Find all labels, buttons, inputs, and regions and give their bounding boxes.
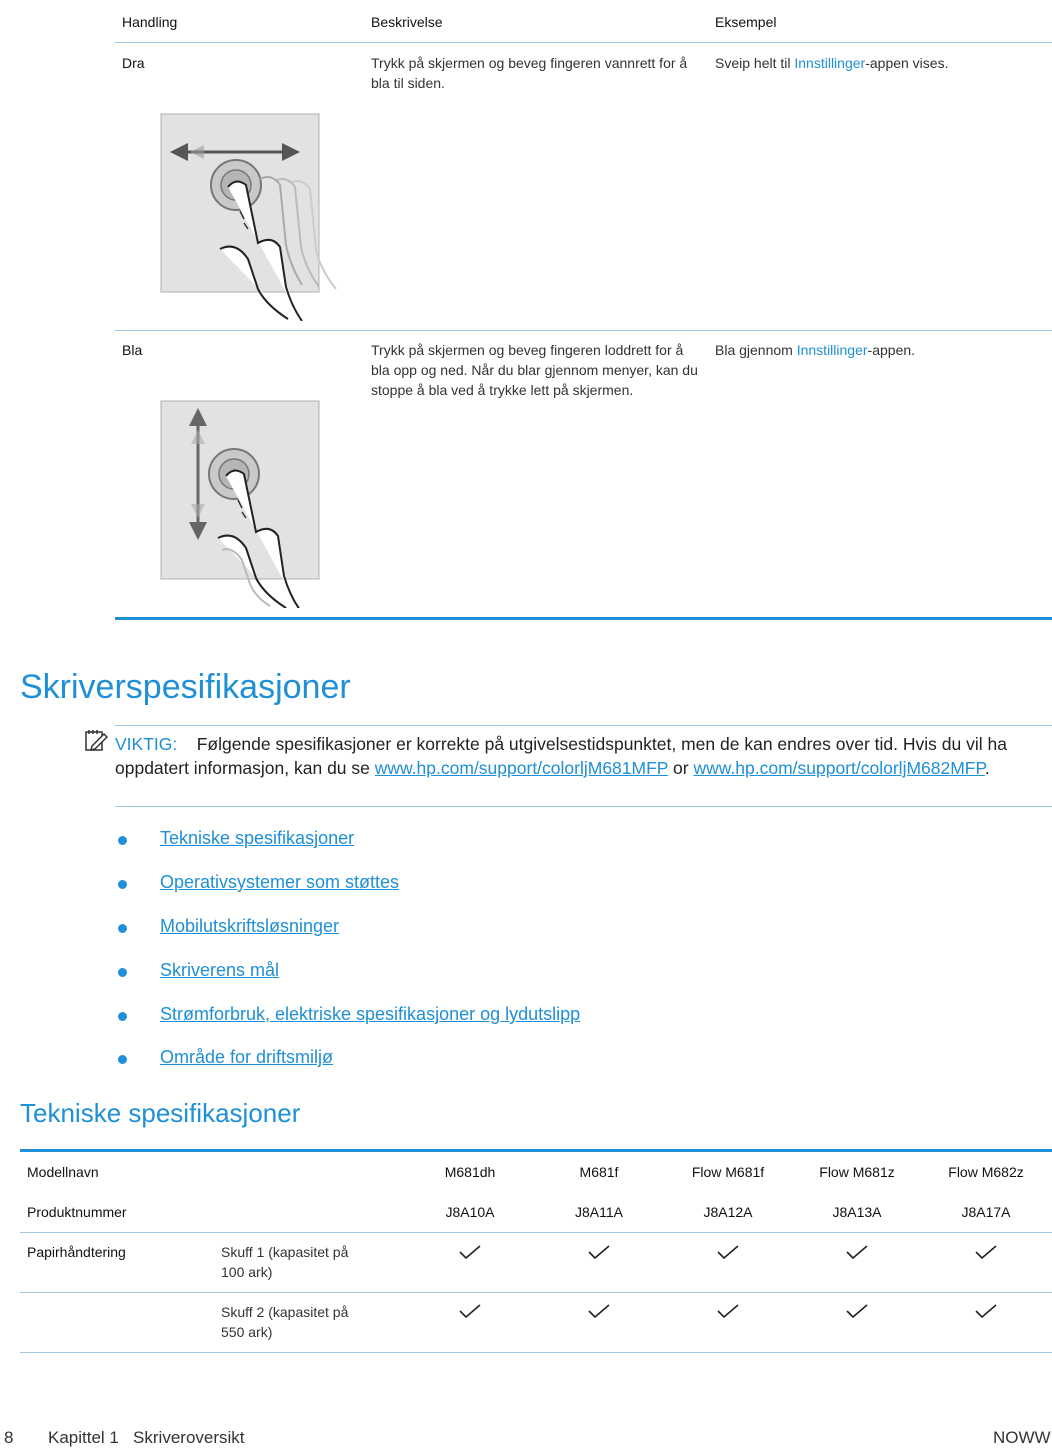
tray-2-label: Skuff 2 (kapasitet på 550 ark) bbox=[221, 1304, 349, 1340]
check-icon bbox=[588, 1245, 610, 1259]
row-rule bbox=[115, 330, 1052, 331]
check-icon bbox=[717, 1304, 739, 1318]
bullet-icon bbox=[118, 836, 127, 845]
product-number: J8A17A bbox=[961, 1204, 1011, 1220]
model-name: Flow M681z bbox=[819, 1164, 895, 1180]
specs-bottom-rule bbox=[20, 1352, 1052, 1353]
check-icon bbox=[588, 1304, 610, 1318]
specs-top-rule bbox=[20, 1149, 1052, 1152]
tray-1-label: Skuff 1 (kapasitet på 100 ark) bbox=[221, 1244, 349, 1280]
note-or: or bbox=[668, 758, 694, 778]
note-top-rule bbox=[115, 725, 1052, 726]
note-body: Følgende spesifikasjoner er korrekte på utgivelsestidspunktet, men de kan endres over tid. Hvis du vil ha oppdatert informasjon, kan du se bbox=[115, 734, 1007, 778]
check-icon bbox=[975, 1245, 997, 1259]
bullet-icon bbox=[118, 1012, 127, 1021]
support-link-m681[interactable]: www.hp.com/support/colorljM681MFP bbox=[374, 758, 669, 778]
check-icon bbox=[975, 1304, 997, 1318]
product-number: J8A11A bbox=[575, 1204, 623, 1220]
header-example: Eksempel bbox=[715, 14, 777, 30]
row-description-scroll: Trykk på skjermen og beveg fingeren loddrett for å bla opp og ned. Når du blar gjennom menyer, kan du stoppe å bla ved å trykke lett på skjermen. bbox=[371, 342, 698, 398]
note-pencil-icon bbox=[84, 728, 108, 752]
model-name: Flow M681f bbox=[691, 1164, 765, 1180]
chapter-label: Kapittel 1 Skriveroversikt bbox=[48, 1428, 245, 1447]
table-bottom-rule bbox=[115, 617, 1052, 620]
bullet-icon bbox=[118, 880, 127, 889]
row-action-drag: Dra bbox=[122, 55, 145, 71]
locale-code: NOWW bbox=[993, 1428, 1051, 1447]
link-printer-dimensions[interactable]: Skriverens mål bbox=[160, 960, 280, 980]
settings-app-name: Innstillinger bbox=[796, 342, 868, 358]
product-label: Produktnummer bbox=[27, 1204, 127, 1220]
model-label: Modellnavn bbox=[27, 1164, 99, 1180]
header-description: Beskrivelse bbox=[371, 14, 443, 30]
link-power-specs[interactable]: Strømforbruk, elektriske spesifikasjoner og lydutslipp bbox=[160, 1004, 581, 1024]
row-action-scroll: Bla bbox=[122, 342, 143, 358]
check-icon bbox=[459, 1304, 481, 1318]
specs-header-rule bbox=[20, 1232, 1052, 1233]
check-icon bbox=[717, 1245, 739, 1259]
support-link-m682[interactable]: www.hp.com/support/colorljM682MFP bbox=[693, 758, 985, 778]
product-number: J8A13A bbox=[832, 1204, 882, 1220]
note-bottom-rule bbox=[115, 806, 1052, 807]
subsection-title: Tekniske spesifikasjoner bbox=[20, 1098, 301, 1128]
link-operating-systems[interactable]: Operativsystemer som støttes bbox=[160, 872, 400, 892]
model-name: M681f bbox=[579, 1164, 619, 1180]
header-rule bbox=[115, 42, 1052, 43]
scroll-gesture-icon bbox=[160, 400, 352, 608]
bullet-icon bbox=[118, 924, 127, 933]
row-example-drag bbox=[715, 53, 1045, 73]
page-number: 8 bbox=[4, 1428, 14, 1447]
example-text: -appen. bbox=[867, 342, 916, 358]
drag-gesture-icon bbox=[160, 113, 352, 321]
bullet-icon bbox=[118, 968, 127, 977]
model-name: M681dh bbox=[444, 1164, 496, 1180]
check-icon bbox=[846, 1304, 868, 1318]
example-text: Bla gjennom bbox=[715, 342, 797, 358]
check-icon bbox=[459, 1245, 481, 1259]
paper-handling-label: Papirhåndtering bbox=[27, 1244, 126, 1260]
note-end: . bbox=[984, 758, 990, 778]
settings-app-name: Innstillinger bbox=[794, 55, 866, 71]
check-icon bbox=[846, 1245, 868, 1259]
note-label: VIKTIG: bbox=[115, 734, 178, 754]
link-tech-specs[interactable]: Tekniske spesifikasjoner bbox=[160, 828, 355, 848]
product-number: J8A10A bbox=[445, 1204, 495, 1220]
model-name: Flow M682z bbox=[948, 1164, 1024, 1180]
section-title: Skriverspesifikasjoner bbox=[20, 668, 351, 706]
link-environment[interactable]: Område for driftsmiljø bbox=[160, 1047, 334, 1067]
header-action: Handling bbox=[122, 14, 178, 30]
specs-row-rule bbox=[20, 1292, 1052, 1293]
row-description-drag: Trykk på skjermen og beveg fingeren vannrett for å bla til siden. bbox=[371, 55, 688, 91]
product-number: J8A12A bbox=[703, 1204, 753, 1220]
example-text: -appen vises. bbox=[865, 55, 949, 71]
bullet-icon bbox=[118, 1055, 127, 1064]
row-example-scroll bbox=[715, 340, 1045, 360]
example-text: Sveip helt til bbox=[715, 55, 795, 71]
note-text bbox=[115, 732, 1045, 780]
link-mobile-printing[interactable]: Mobilutskriftsløsninger bbox=[160, 916, 340, 936]
